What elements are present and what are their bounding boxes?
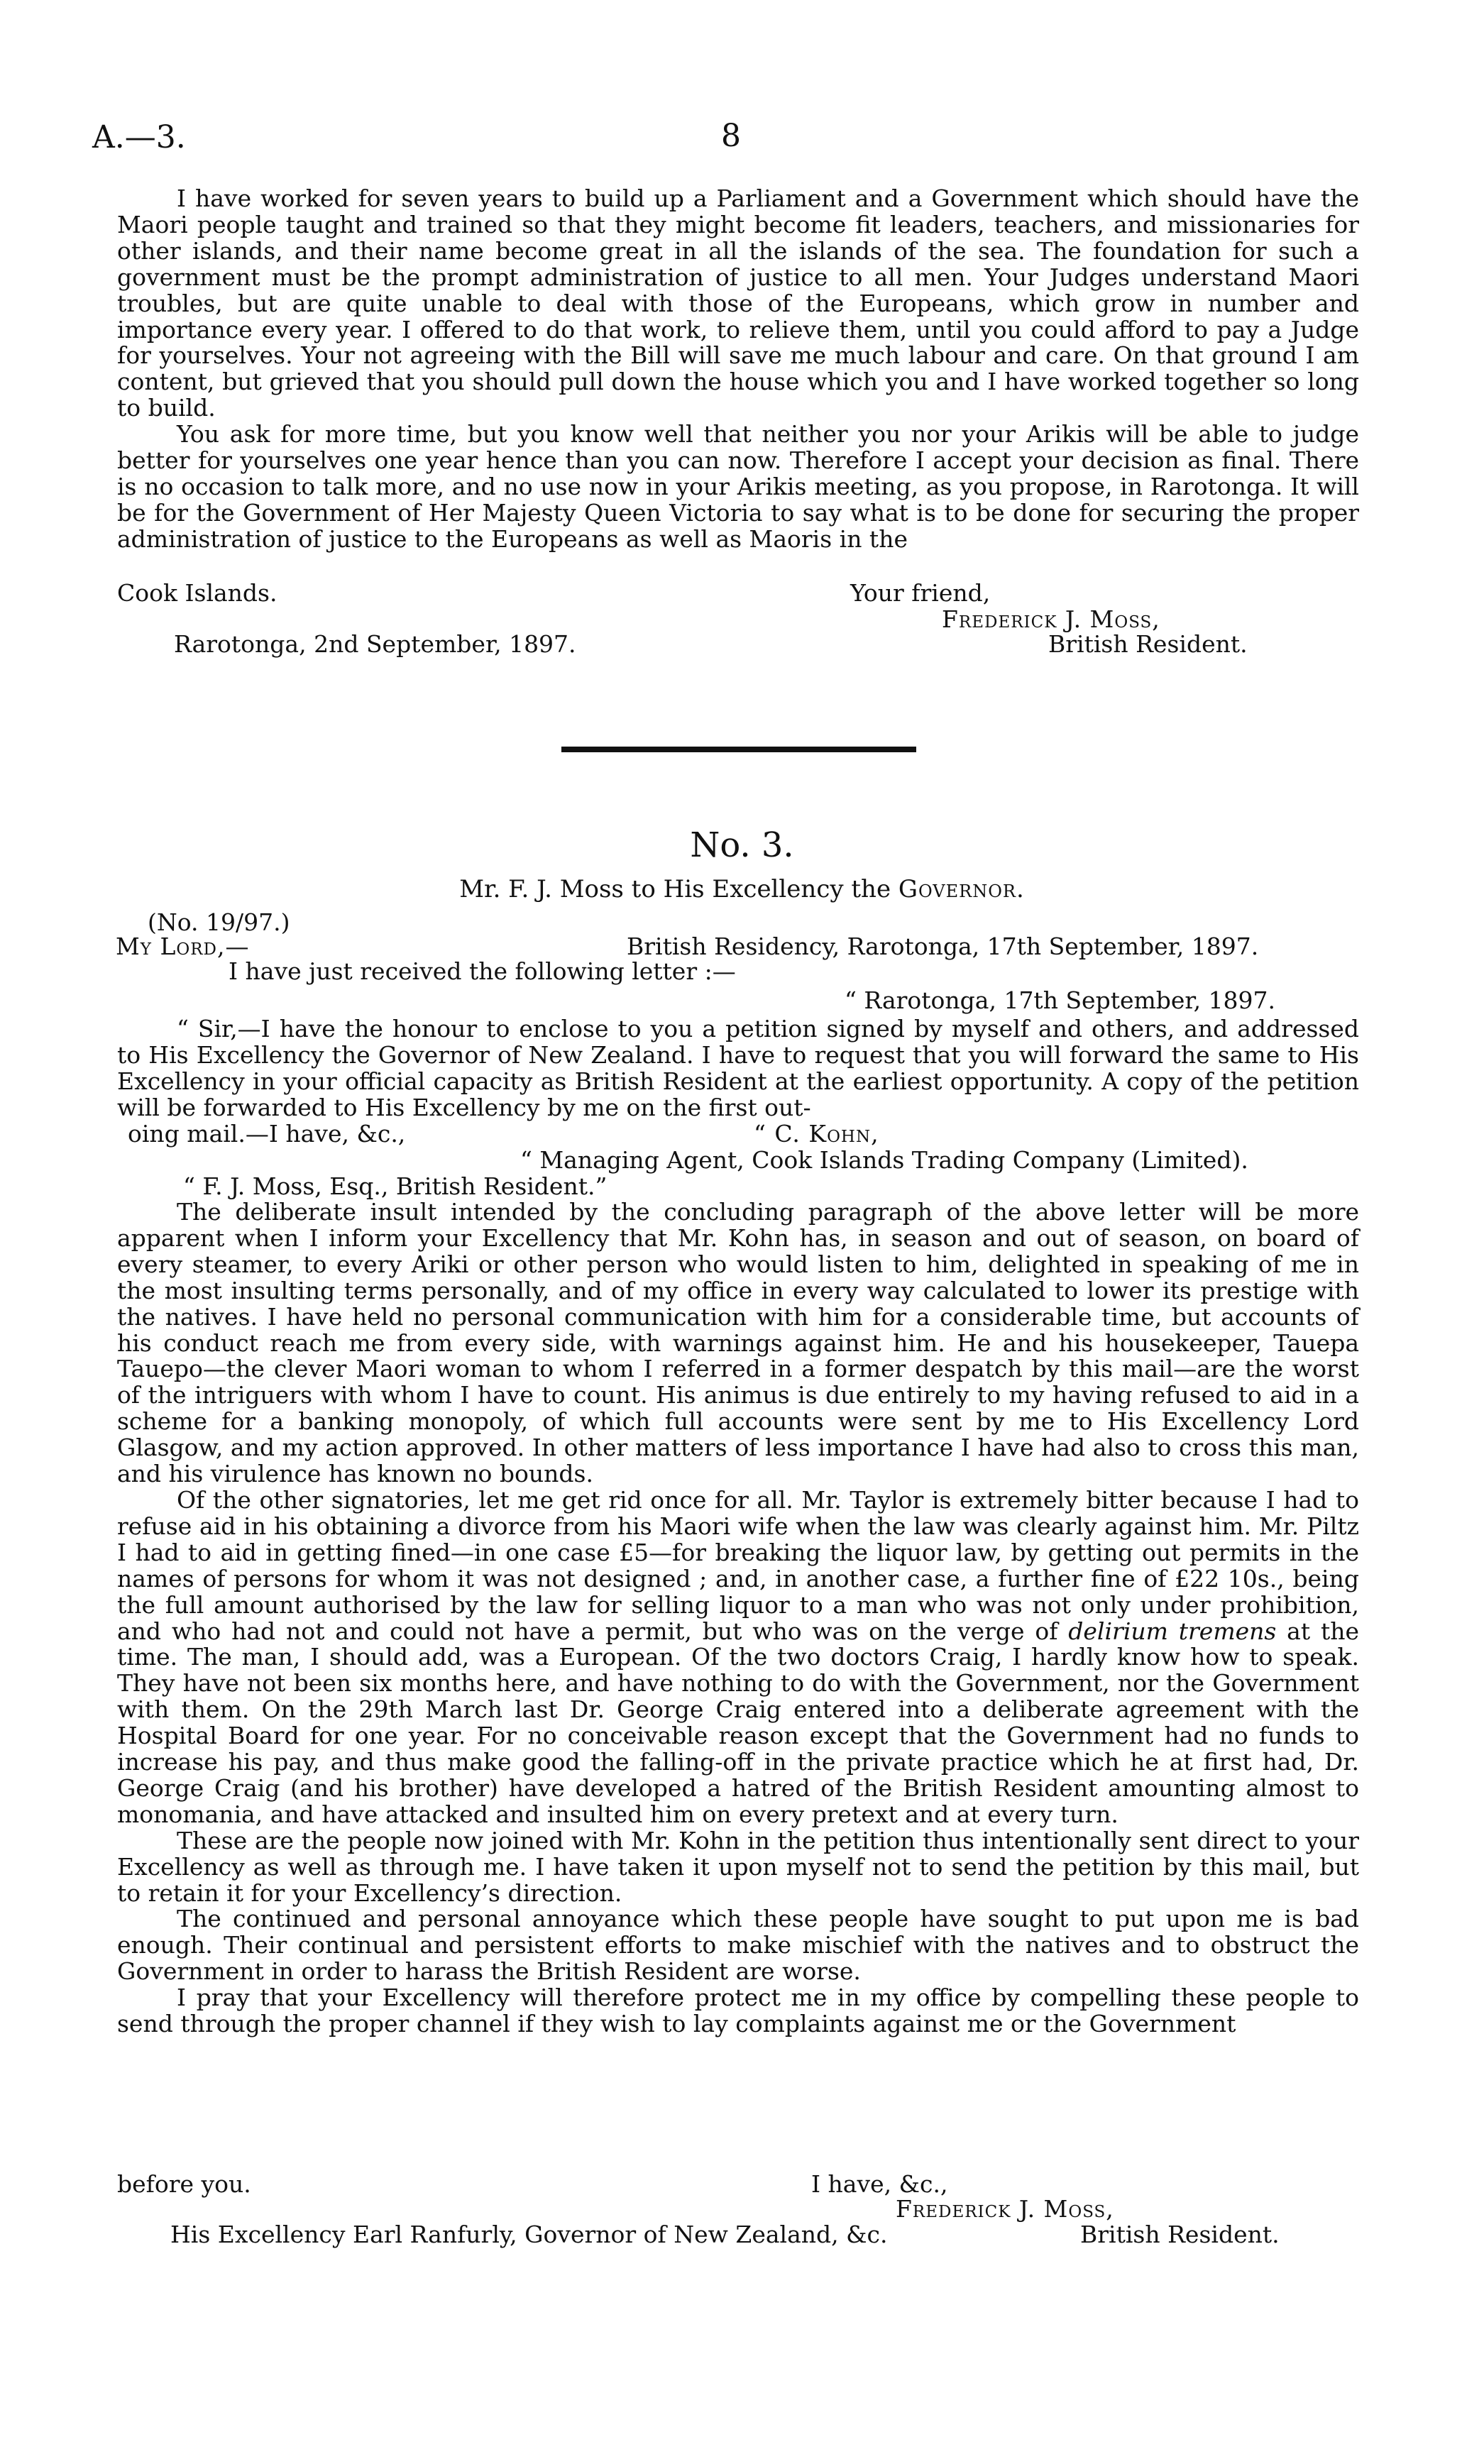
letter1-last-line: Cook Islands. [117, 579, 277, 607]
letter1-signature-title: British Resident. [1048, 630, 1248, 658]
page-number: 8 [721, 118, 741, 154]
quoted-letter-signature-title: “ Managing Agent, Cook Islands Trading Company (Limited). [520, 1146, 1248, 1174]
letter2-signature-name: Frederick J. Moss, [896, 2195, 1114, 2223]
letter2-address-date: British Residency, Rarotonga, 17th September, 1897. [627, 933, 1259, 960]
letter2-body [117, 1199, 1359, 2037]
letter2-paragraph: I pray that your Excellency will therefore protect me in my office by compelling these people to send through the proper channel if they wish to lay complaints against me or the Government [117, 1984, 1359, 2038]
letter1-paragraph: You ask for more time, but you know well that neither you nor your Arikis will be able to judge better for yourselves one year hence than you can now. Therefore I accept your decision as final. There is no occasion to talk more, and no use now in your Arikis meeting, as you propose, in Rarotonga. It will be for the Government of Her Majesty Queen Victoria to say what is to be done for securing the proper administration of justice to the Europeans as well as Maoris in the [117, 420, 1359, 553]
quoted-letter-body [117, 1016, 1359, 1121]
document-reference: A.—3. [92, 119, 186, 155]
letter1-closing: Your friend, [850, 579, 991, 607]
letter1-signature-name: Frederick J. Moss, [942, 605, 1160, 633]
letter2-salutation: My Lord,— [116, 933, 250, 960]
letter1-body [117, 186, 1359, 553]
letter1-place-date: Rarotonga, 2nd September, 1897. [174, 630, 576, 658]
letter2-text: at the time. The man, I should add, was a European. Of the two doctors Craig, I hardly know how to speak. They have not been six months here, and have nothing to do with the Government, nor the Government with them. On the 29th March last Dr. George Craig entered into a deliberate agreement with the Hospital Board for one year. For no conceivable reason except that the Government had no funds to increase his pay, and thus make good the falling-off in the private practice which he at first had, Dr. George Craig (and his brother) have developed a hatred of the British Resident amounting almost to monomania, and have attacked and insulted him on every pretext and at every turn. [117, 1617, 1359, 1828]
letter2-ref-no: (No. 19/97.) [148, 908, 290, 936]
letter2-paragraph: The deliberate insult intended by the concluding paragraph of the above letter will be more apparent when I inform your Excellency that Mr. Kohn has, in season and out of season, on board of every steamer, to every Ariki or other person who would listen to him, delighted in speaking of me in the most insulting terms personally, and of my office in every way calculated to lower its prestige with the natives. I have held no personal communication with him for a considerable time, but accounts of his conduct reach me from every side, with warnings against him. He and his housekeeper, Tauepa Tauepo—the clever Maori woman to whom I referred in a former despatch by this mail—are the worst of the intriguers with whom I have to count. His animus is due entirely to my having refused to aid in a scheme for a banking monopoly, of which full accounts were sent by me to His Excellency Lord Glasgow, and my action approved. In other matters of less importance I have had also to cross this man, and his virulence has known no bounds. [117, 1198, 1359, 1488]
letter2-signature-title: British Resident. [1080, 2221, 1280, 2248]
section-heading-smallcaps: Governor. [898, 875, 1025, 903]
section-heading-text: Mr. F. J. Moss to His Excellency the [459, 875, 898, 903]
letter2-paragraph: The continued and personal annoyance which these people have sought to put upon me is bad enough. Their continual and persistent efforts to make mischief with the natives and to obstruct the Government in order to harass the British Resident are worse. [117, 1905, 1359, 1986]
letter1-paragraph: I have worked for seven years to build up a Parliament and a Government which should have the Maori people taught and trained so that they might become fit leaders, teachers, and missionaries for other islands, and their name become great in all the islands of the sea. The foundation for such a government must be the prompt administration of justice to all men. Your Judges understand Maori troubles, but are quite unable to deal with those of the Europeans, which grow in number and importance every year. I offered to do that work, to relieve them, until you could afford to pay a Judge for yourselves. Your not agreeing with the Bill will save me much labour and care. On that ground I am content, but grieved that you should pull down the house which you and I have worked together so long to build. [117, 185, 1359, 422]
quoted-letter-last-line: oing mail.—I have, &c., [128, 1120, 406, 1148]
quoted-letter-date: “ Rarotonga, 17th September, 1897. [845, 986, 1276, 1014]
letter2-text: Of the other signatories, let me get rid once for all. Mr. Taylor is extremely bitter because I had to refuse aid in his obtaining a divorce from his Maori wife when the law was clearly against him. Mr. Piltz I had to aid in getting fined—in one case £5—for breaking the liquor law, by getting out permits in the names of persons for whom it was not designed ; and, in another case, a further fine of £22 10s., being the full amount authorised by the law for selling liquor to a man who was not only under prohibition, and who had not and could not have a permit, but who was on the verge of [117, 1485, 1359, 1645]
letter2-paragraph: These are the people now joined with Mr. Kohn in the petition thus intentionally sent direct to your Excellency as well as through me. I have taken it upon myself not to send the petition by this mail, but to retain it for your Excellency’s direction. [117, 1826, 1359, 1907]
letter2-paragraph [117, 1487, 1359, 1828]
letter2-last-line: before you. [117, 2170, 251, 2198]
letter2-italic-text: delirium tremens [1068, 1617, 1277, 1645]
quoted-letter-addressee: “ F. J. Moss, Esq., British Resident.” [183, 1172, 608, 1200]
letter2-addressee: His Excellency Earl Ranfurly, Governor of New Zealand, &c. [170, 2221, 888, 2248]
quoted-letter-signature: “ C. Kohn, [754, 1120, 879, 1148]
section-divider [561, 747, 916, 752]
letter2-closing: I have, &c., [811, 2170, 948, 2198]
section-number: No. 3. [690, 825, 794, 865]
letter2-intro: I have just received the following letter :— [229, 957, 736, 985]
section-heading [0, 875, 1484, 903]
quoted-letter-paragraph: “ Sir,—I have the honour to enclose to you a petition signed by myself and others, and addressed to His Excellency the Governor of New Zealand. I have to request that you will forward the same to His Excellency in your official capacity as British Resident at the earliest opportunity. A copy of the petition will be forwarded to His Excellency by me on the first out- [117, 1015, 1359, 1121]
